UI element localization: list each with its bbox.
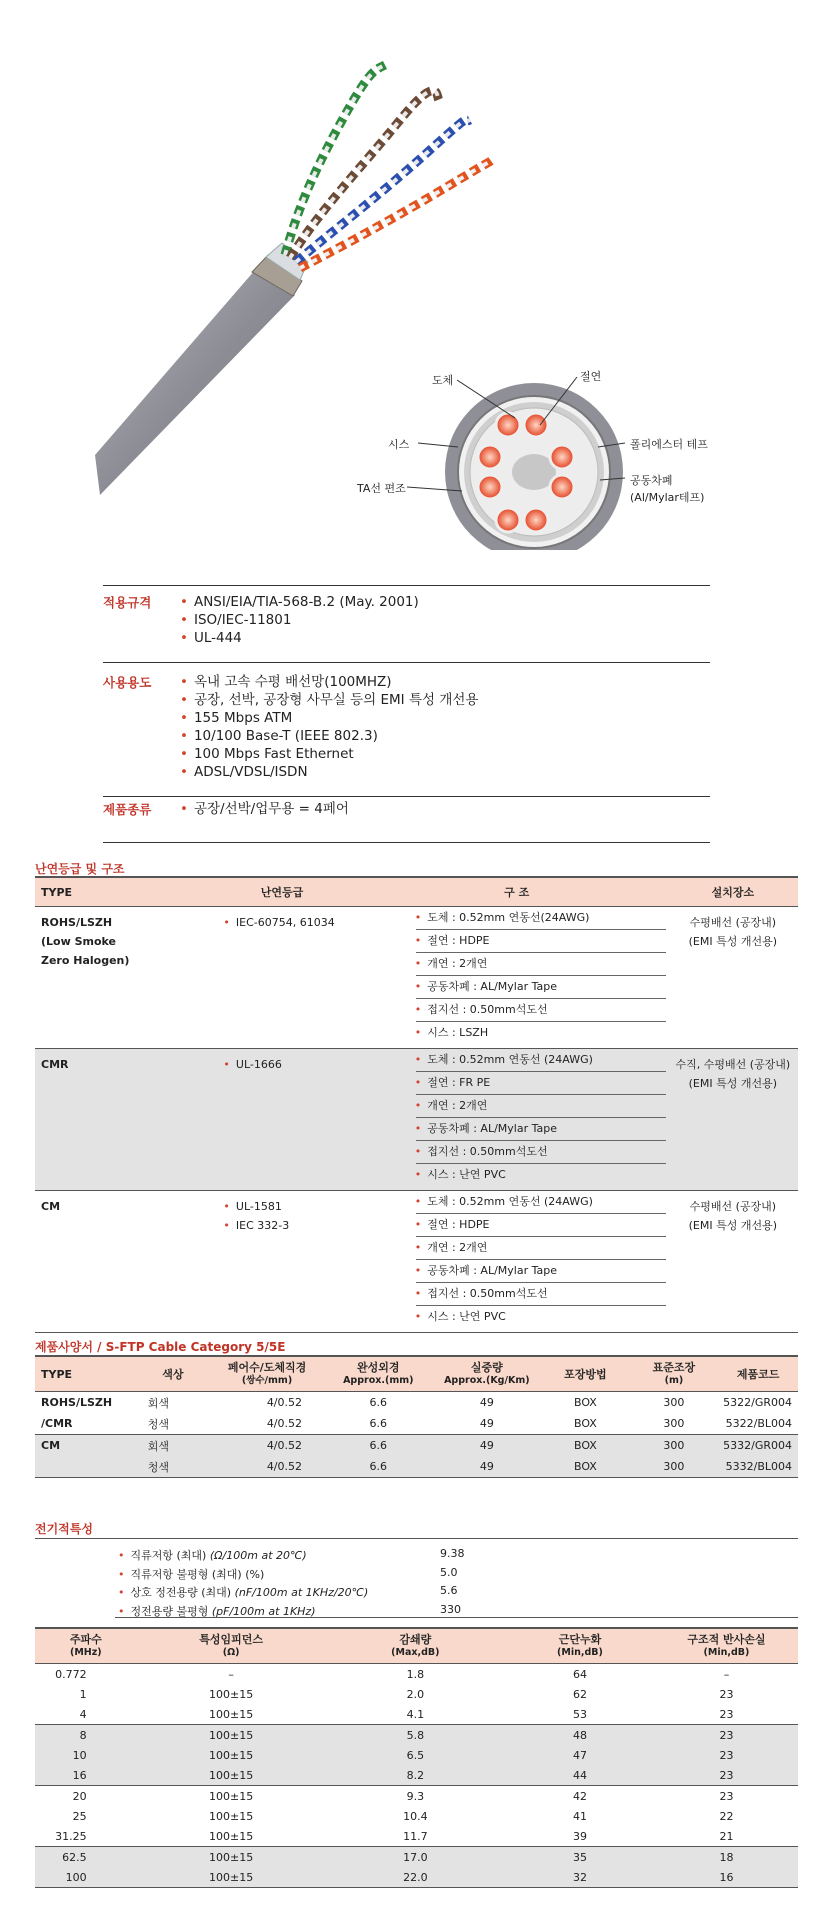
table-cell: 100±15 bbox=[209, 1728, 254, 1742]
bullet-icon: • bbox=[180, 674, 188, 690]
table-cell: 49 bbox=[479, 1417, 494, 1430]
table-cell: 25 bbox=[72, 1809, 87, 1823]
structure-item: • 개연 : 2개연 bbox=[416, 1095, 666, 1118]
bullet-icon: • bbox=[414, 1264, 422, 1277]
table-cell: 22 bbox=[719, 1809, 734, 1823]
table-cell: 100±15 bbox=[209, 1809, 254, 1823]
table-cell: 20 bbox=[72, 1789, 87, 1803]
electrical-property: • 상호 정전용량 (최대) (nF/100m at 1KHz/20℃) bbox=[118, 1586, 369, 1599]
bullet-icon: • bbox=[414, 957, 422, 970]
table-row bbox=[35, 1745, 798, 1765]
flame-structure-table bbox=[35, 876, 798, 1333]
grade-cell bbox=[198, 907, 365, 1049]
electrical-property: • 직류저항 불평형 (최대) (%) bbox=[118, 1567, 265, 1581]
electrical-property: • 정전용량 불평형 (pF/100m at 1KHz) bbox=[118, 1604, 316, 1618]
table-cell: 62 bbox=[572, 1687, 587, 1701]
bullet-icon: • bbox=[414, 1003, 422, 1016]
bullet-icon: • bbox=[180, 746, 188, 762]
bullet-icon: • bbox=[414, 1287, 422, 1300]
label-polyester: 폴리에스터 테프 bbox=[630, 438, 708, 451]
spec-item bbox=[180, 611, 419, 629]
place-cell: 수평배선 (공장내) (EMI 특성 개선용) bbox=[688, 1200, 778, 1232]
electrical-property: • 직류저항 (최대) (Ω/100m at 20℃) bbox=[118, 1549, 307, 1562]
column-header: 포장방법 bbox=[541, 1356, 630, 1392]
electrical-property-value: 330 bbox=[440, 1602, 461, 1616]
bullet-icon: • bbox=[180, 801, 188, 817]
table-cell: 2.0 bbox=[406, 1687, 425, 1701]
table-cell: 6.6 bbox=[369, 1460, 388, 1473]
bullet-icon: • bbox=[414, 934, 422, 947]
bullet-icon: • bbox=[180, 692, 188, 708]
table-cell: 300 bbox=[663, 1460, 685, 1473]
bullet-icon: • bbox=[180, 612, 188, 628]
bullet-icon: • bbox=[223, 1058, 230, 1071]
column-header: 구 조 bbox=[366, 877, 668, 907]
column-header: 제품코드 bbox=[718, 1356, 798, 1392]
cable-illustration bbox=[0, 0, 833, 550]
structure-item: • 시스 : 난연 PVC bbox=[414, 1310, 506, 1323]
bullet-icon: • bbox=[223, 1200, 230, 1213]
spec-item-text: 100 Mbps Fast Ethernet bbox=[193, 746, 354, 762]
column-header: 특성임피던스 (Ω) bbox=[137, 1628, 326, 1664]
table-cell: 100±15 bbox=[209, 1707, 254, 1721]
table-cell: 47 bbox=[572, 1748, 587, 1762]
table-cell: 100±15 bbox=[209, 1850, 254, 1864]
table-cell: 4 bbox=[79, 1707, 87, 1721]
table-row bbox=[35, 1664, 798, 1685]
table-cell: 8 bbox=[79, 1728, 87, 1742]
table-cell: 회색 bbox=[147, 1396, 170, 1410]
bullet-icon: • bbox=[414, 1099, 422, 1112]
spec-item-list bbox=[180, 673, 478, 781]
spec-item-text: 공장/선박/업무용 = 4페어 bbox=[193, 801, 349, 817]
bullet-icon: • bbox=[118, 1586, 125, 1599]
table-row bbox=[35, 907, 798, 1049]
column-header: TYPE bbox=[35, 1356, 136, 1392]
column-header: 완성외경 Approx.(mm) bbox=[324, 1356, 433, 1392]
structure-item: • 도체 : 0.52mm 연동선(24AWG) bbox=[416, 907, 666, 930]
spec-item-list bbox=[180, 800, 349, 818]
bullet-icon: • bbox=[414, 1053, 422, 1066]
product-hero bbox=[0, 0, 833, 550]
electrical-property-value: 5.6 bbox=[440, 1584, 458, 1597]
column-header: 주파수 (MHz) bbox=[35, 1628, 137, 1664]
table-cell: 22.0 bbox=[403, 1870, 428, 1884]
type-cell: CM bbox=[41, 1200, 61, 1213]
type-cell: CMR bbox=[41, 1058, 69, 1071]
grade-item: • IEC-60754, 61034 bbox=[223, 916, 335, 929]
table-cell: 8.2 bbox=[406, 1768, 425, 1782]
table-cell: 16 bbox=[719, 1870, 734, 1884]
table-row bbox=[35, 1191, 798, 1333]
table-cell: 300 bbox=[663, 1439, 685, 1452]
spec-item-text: 옥내 고속 수평 배선망(100MHZ) bbox=[193, 674, 392, 690]
bullet-icon: • bbox=[223, 1219, 230, 1232]
table-row bbox=[35, 1847, 798, 1868]
table-cell: 23 bbox=[719, 1768, 734, 1782]
spec-item-text: 공장, 선박, 공장형 사무실 등의 EMI 특성 개선용 bbox=[193, 692, 479, 708]
table-cell: 1.8 bbox=[406, 1667, 425, 1681]
table-row bbox=[35, 1867, 798, 1888]
table-cell: 41 bbox=[572, 1809, 587, 1823]
bullet-icon: • bbox=[180, 630, 188, 646]
table-cell: 4/0.52 bbox=[266, 1396, 303, 1409]
spec-item bbox=[180, 629, 419, 647]
table-cell: 23 bbox=[719, 1789, 734, 1803]
type-cell: ROHS/LSZH (Low Smoke Zero Halogen) bbox=[41, 916, 130, 967]
table-cell: – bbox=[723, 1667, 730, 1681]
table-cell: 44 bbox=[572, 1768, 587, 1782]
table-cell: 300 bbox=[663, 1396, 685, 1409]
structure-item: • 접지선 : 0.50mm석도선 bbox=[416, 1141, 666, 1164]
spec-item-text: ISO/IEC-11801 bbox=[193, 612, 292, 628]
bullet-icon: • bbox=[414, 911, 422, 924]
structure-item: • 개연 : 2개연 bbox=[416, 1237, 666, 1260]
structure-cell bbox=[366, 1049, 668, 1191]
table-cell: 100±15 bbox=[209, 1768, 254, 1782]
table-header-row bbox=[35, 1628, 798, 1664]
column-header: TYPE bbox=[35, 877, 198, 907]
table-cell: 10.4 bbox=[403, 1809, 428, 1823]
table-row bbox=[35, 1456, 798, 1478]
spec-section-title: 사용용도 bbox=[103, 675, 152, 690]
spec-item bbox=[180, 709, 478, 727]
table-cell: – bbox=[228, 1667, 234, 1681]
column-header: 페어수/도체직경 (쌍수/mm) bbox=[210, 1356, 324, 1392]
cross-section-diagram bbox=[407, 377, 625, 550]
electrical-title: 전기적특성 bbox=[35, 1522, 93, 1536]
structure-item: • 공동차폐 : AL/Mylar Tape bbox=[416, 976, 666, 999]
table-row bbox=[35, 1826, 798, 1847]
spec-item bbox=[180, 745, 478, 763]
table-cell: 1 bbox=[79, 1687, 87, 1701]
flame-title: 난연등급 및 구조 bbox=[35, 862, 125, 876]
label-insulation: 절연 bbox=[580, 370, 602, 383]
bullet-icon: • bbox=[414, 1145, 422, 1158]
table-cell: 32 bbox=[572, 1870, 587, 1884]
table-row bbox=[35, 1049, 798, 1191]
structure-item: • 절연 : HDPE bbox=[416, 930, 666, 953]
table-cell: 23 bbox=[719, 1687, 734, 1701]
table-cell: 100±15 bbox=[209, 1829, 254, 1843]
table-row bbox=[35, 1392, 798, 1414]
structure-item: • 공동차폐 : AL/Mylar Tape bbox=[416, 1260, 666, 1283]
table-cell: 100 bbox=[65, 1870, 87, 1884]
grade-cell bbox=[198, 1049, 365, 1191]
table-cell: ROHS/LSZH bbox=[41, 1396, 113, 1409]
bullet-icon: • bbox=[414, 1168, 422, 1181]
table-cell: 회색 bbox=[147, 1439, 170, 1453]
bullet-icon: • bbox=[180, 764, 188, 780]
table-cell: 21 bbox=[719, 1829, 734, 1843]
table-row bbox=[35, 1704, 798, 1725]
table-cell: 300 bbox=[663, 1417, 685, 1430]
table-row bbox=[35, 1725, 798, 1746]
table-cell: 5.8 bbox=[406, 1728, 425, 1742]
electrical-table bbox=[35, 1627, 798, 1888]
table-cell: 100±15 bbox=[209, 1870, 254, 1884]
column-header: 난연등급 bbox=[198, 877, 365, 907]
table-cell: 49 bbox=[479, 1439, 494, 1452]
spec-item bbox=[180, 763, 478, 781]
label-sheath: 시스 bbox=[388, 438, 410, 451]
structure-item: • 절연 : FR PE bbox=[416, 1072, 666, 1095]
label-shield-material: (Al/Mylar테프) bbox=[630, 491, 705, 504]
grade-item: • IEC 332-3 bbox=[223, 1219, 290, 1232]
table-cell: 4/0.52 bbox=[266, 1417, 303, 1430]
table-header-row bbox=[35, 877, 798, 907]
column-header: 설치장소 bbox=[668, 877, 798, 907]
spec-item bbox=[180, 593, 419, 611]
table-cell: 100±15 bbox=[209, 1789, 254, 1803]
grade-item: • UL-1666 bbox=[223, 1058, 282, 1071]
table-cell: 10 bbox=[72, 1748, 87, 1762]
bullet-icon: • bbox=[414, 980, 422, 993]
table-cell: 11.7 bbox=[403, 1829, 428, 1843]
table-cell: 5322/GR004 bbox=[723, 1396, 792, 1409]
spec-item-text: ADSL/VDSL/ISDN bbox=[193, 764, 308, 780]
spec-item-text: 155 Mbps ATM bbox=[193, 710, 293, 726]
bullet-icon: • bbox=[118, 1549, 125, 1562]
table-cell: 6.6 bbox=[369, 1417, 388, 1430]
structure-item: • 공동차폐 : AL/Mylar Tape bbox=[416, 1118, 666, 1141]
spec-item-list bbox=[180, 593, 419, 647]
table-cell: 100±15 bbox=[209, 1687, 254, 1701]
structure-item: • 절연 : HDPE bbox=[416, 1214, 666, 1237]
table-header-row bbox=[35, 1356, 798, 1392]
bullet-icon: • bbox=[414, 1122, 422, 1135]
structure-item: • 시스 : LSZH bbox=[414, 1026, 489, 1039]
spec-item bbox=[180, 691, 478, 709]
product-spec-table bbox=[35, 1355, 798, 1478]
structure-item: • 시스 : 난연 PVC bbox=[414, 1168, 506, 1181]
table-cell: BOX bbox=[573, 1439, 597, 1452]
table-row bbox=[35, 1684, 798, 1704]
table-cell: 35 bbox=[572, 1850, 587, 1864]
place-cell: 수직, 수평배선 (공장내) (EMI 특성 개선용) bbox=[675, 1058, 791, 1090]
spec-item bbox=[180, 727, 478, 745]
table-cell: 6.5 bbox=[406, 1748, 425, 1762]
table-cell: 9.3 bbox=[406, 1789, 425, 1803]
bullet-icon: • bbox=[414, 1218, 422, 1231]
table-cell: 64 bbox=[572, 1667, 587, 1681]
table-row bbox=[35, 1786, 798, 1807]
electrical-property-value: 9.38 bbox=[440, 1547, 465, 1560]
bullet-icon: • bbox=[414, 1241, 422, 1254]
table-cell: BOX bbox=[573, 1417, 597, 1430]
table-cell: 4.1 bbox=[406, 1707, 425, 1721]
table-cell: CM bbox=[41, 1439, 61, 1452]
table-cell: 42 bbox=[572, 1789, 587, 1803]
structure-item: • 접지선 : 0.50mm석도선 bbox=[416, 1283, 666, 1306]
table-cell: 53 bbox=[572, 1707, 587, 1721]
column-header: 실중량 Approx.(Kg/Km) bbox=[433, 1356, 542, 1392]
place-cell: 수평배선 (공장내) (EMI 특성 개선용) bbox=[688, 916, 778, 948]
bullet-icon: • bbox=[118, 1567, 125, 1581]
spec-item bbox=[180, 673, 478, 691]
structure-cell bbox=[366, 1191, 668, 1333]
table-cell: 23 bbox=[719, 1728, 734, 1742]
bullet-icon: • bbox=[414, 1310, 422, 1323]
column-header: 색상 bbox=[136, 1356, 210, 1392]
table-cell: 39 bbox=[572, 1829, 587, 1843]
table-cell: 5332/BL004 bbox=[725, 1460, 792, 1473]
table-cell: 49 bbox=[479, 1396, 494, 1409]
table-cell: 17.0 bbox=[403, 1850, 428, 1864]
table-cell: 49 bbox=[479, 1460, 494, 1473]
structure-item: • 도체 : 0.52mm 연동선 (24AWG) bbox=[416, 1191, 666, 1214]
table-cell: 6.6 bbox=[369, 1396, 388, 1409]
bullet-icon: • bbox=[180, 594, 188, 610]
table-cell: /CMR bbox=[41, 1417, 73, 1430]
table-cell: 5322/BL004 bbox=[725, 1417, 792, 1430]
table-cell: 23 bbox=[719, 1748, 734, 1762]
table-cell: 4/0.52 bbox=[266, 1439, 303, 1452]
table-row bbox=[35, 1413, 798, 1435]
table-row bbox=[35, 1435, 798, 1457]
electrical-property-value: 5.0 bbox=[440, 1565, 458, 1579]
column-header: 구조적 반사손실 (Min,dB) bbox=[655, 1628, 798, 1664]
cable-jacket bbox=[95, 270, 295, 495]
table-cell: 48 bbox=[572, 1728, 587, 1742]
table-row bbox=[35, 1806, 798, 1826]
bullet-icon: • bbox=[223, 916, 230, 929]
spec-section-title: 적용규격 bbox=[103, 595, 152, 610]
table-cell: 6.6 bbox=[369, 1439, 388, 1452]
table-cell: 62.5 bbox=[62, 1850, 87, 1864]
spec-item-text: ANSI/EIA/TIA-568-B.2 (May. 2001) bbox=[193, 594, 419, 610]
structure-item: • 접지선 : 0.50mm석도선 bbox=[416, 999, 666, 1022]
table-cell bbox=[35, 1456, 136, 1478]
table-cell: 0.772 bbox=[55, 1667, 87, 1681]
grade-cell bbox=[198, 1191, 365, 1333]
table-cell: BOX bbox=[573, 1460, 597, 1473]
bullet-icon: • bbox=[180, 728, 188, 744]
table-cell: 청색 bbox=[147, 1417, 170, 1431]
table-cell: BOX bbox=[573, 1396, 597, 1409]
spec-item-text: UL-444 bbox=[193, 630, 242, 646]
bullet-icon: • bbox=[118, 1604, 125, 1618]
table-cell: 100±15 bbox=[209, 1748, 254, 1762]
bullet-icon: • bbox=[414, 1195, 422, 1208]
bullet-icon: • bbox=[414, 1076, 422, 1089]
table-row bbox=[35, 1765, 798, 1786]
structure-item: • 도체 : 0.52mm 연동선 (24AWG) bbox=[416, 1049, 666, 1072]
table-cell: 4/0.52 bbox=[266, 1460, 303, 1473]
label-conductor: 도체 bbox=[432, 374, 454, 387]
table-cell: 18 bbox=[719, 1850, 734, 1864]
structure-item: • 개연 : 2개연 bbox=[416, 953, 666, 976]
spec-item bbox=[180, 800, 349, 818]
column-header: 감쇄량 (Max,dB) bbox=[326, 1628, 505, 1664]
label-drain: TA선 편조 bbox=[357, 482, 406, 495]
spec-section-title: 제품종류 bbox=[103, 802, 152, 817]
bullet-icon: • bbox=[414, 1026, 422, 1039]
table-cell: 청색 bbox=[147, 1460, 170, 1474]
grade-item: • UL-1581 bbox=[223, 1200, 282, 1213]
table-cell: 23 bbox=[719, 1707, 734, 1721]
product-title: 제품사양서 / S-FTP Cable Category 5/5E bbox=[35, 1340, 286, 1354]
electrical-rule bbox=[35, 1538, 798, 1539]
structure-cell bbox=[366, 907, 668, 1049]
bullet-icon: • bbox=[180, 710, 188, 726]
table-cell: 31.25 bbox=[55, 1829, 87, 1843]
spec-item-text: 10/100 Base-T (IEEE 802.3) bbox=[193, 728, 378, 744]
column-header: 표준조장 (m) bbox=[630, 1356, 718, 1392]
label-shield: 공동차폐 bbox=[630, 474, 673, 487]
column-header: 근단누화 (Min,dB) bbox=[505, 1628, 655, 1664]
table-cell: 5332/GR004 bbox=[723, 1439, 792, 1452]
table-cell: 16 bbox=[72, 1768, 87, 1782]
